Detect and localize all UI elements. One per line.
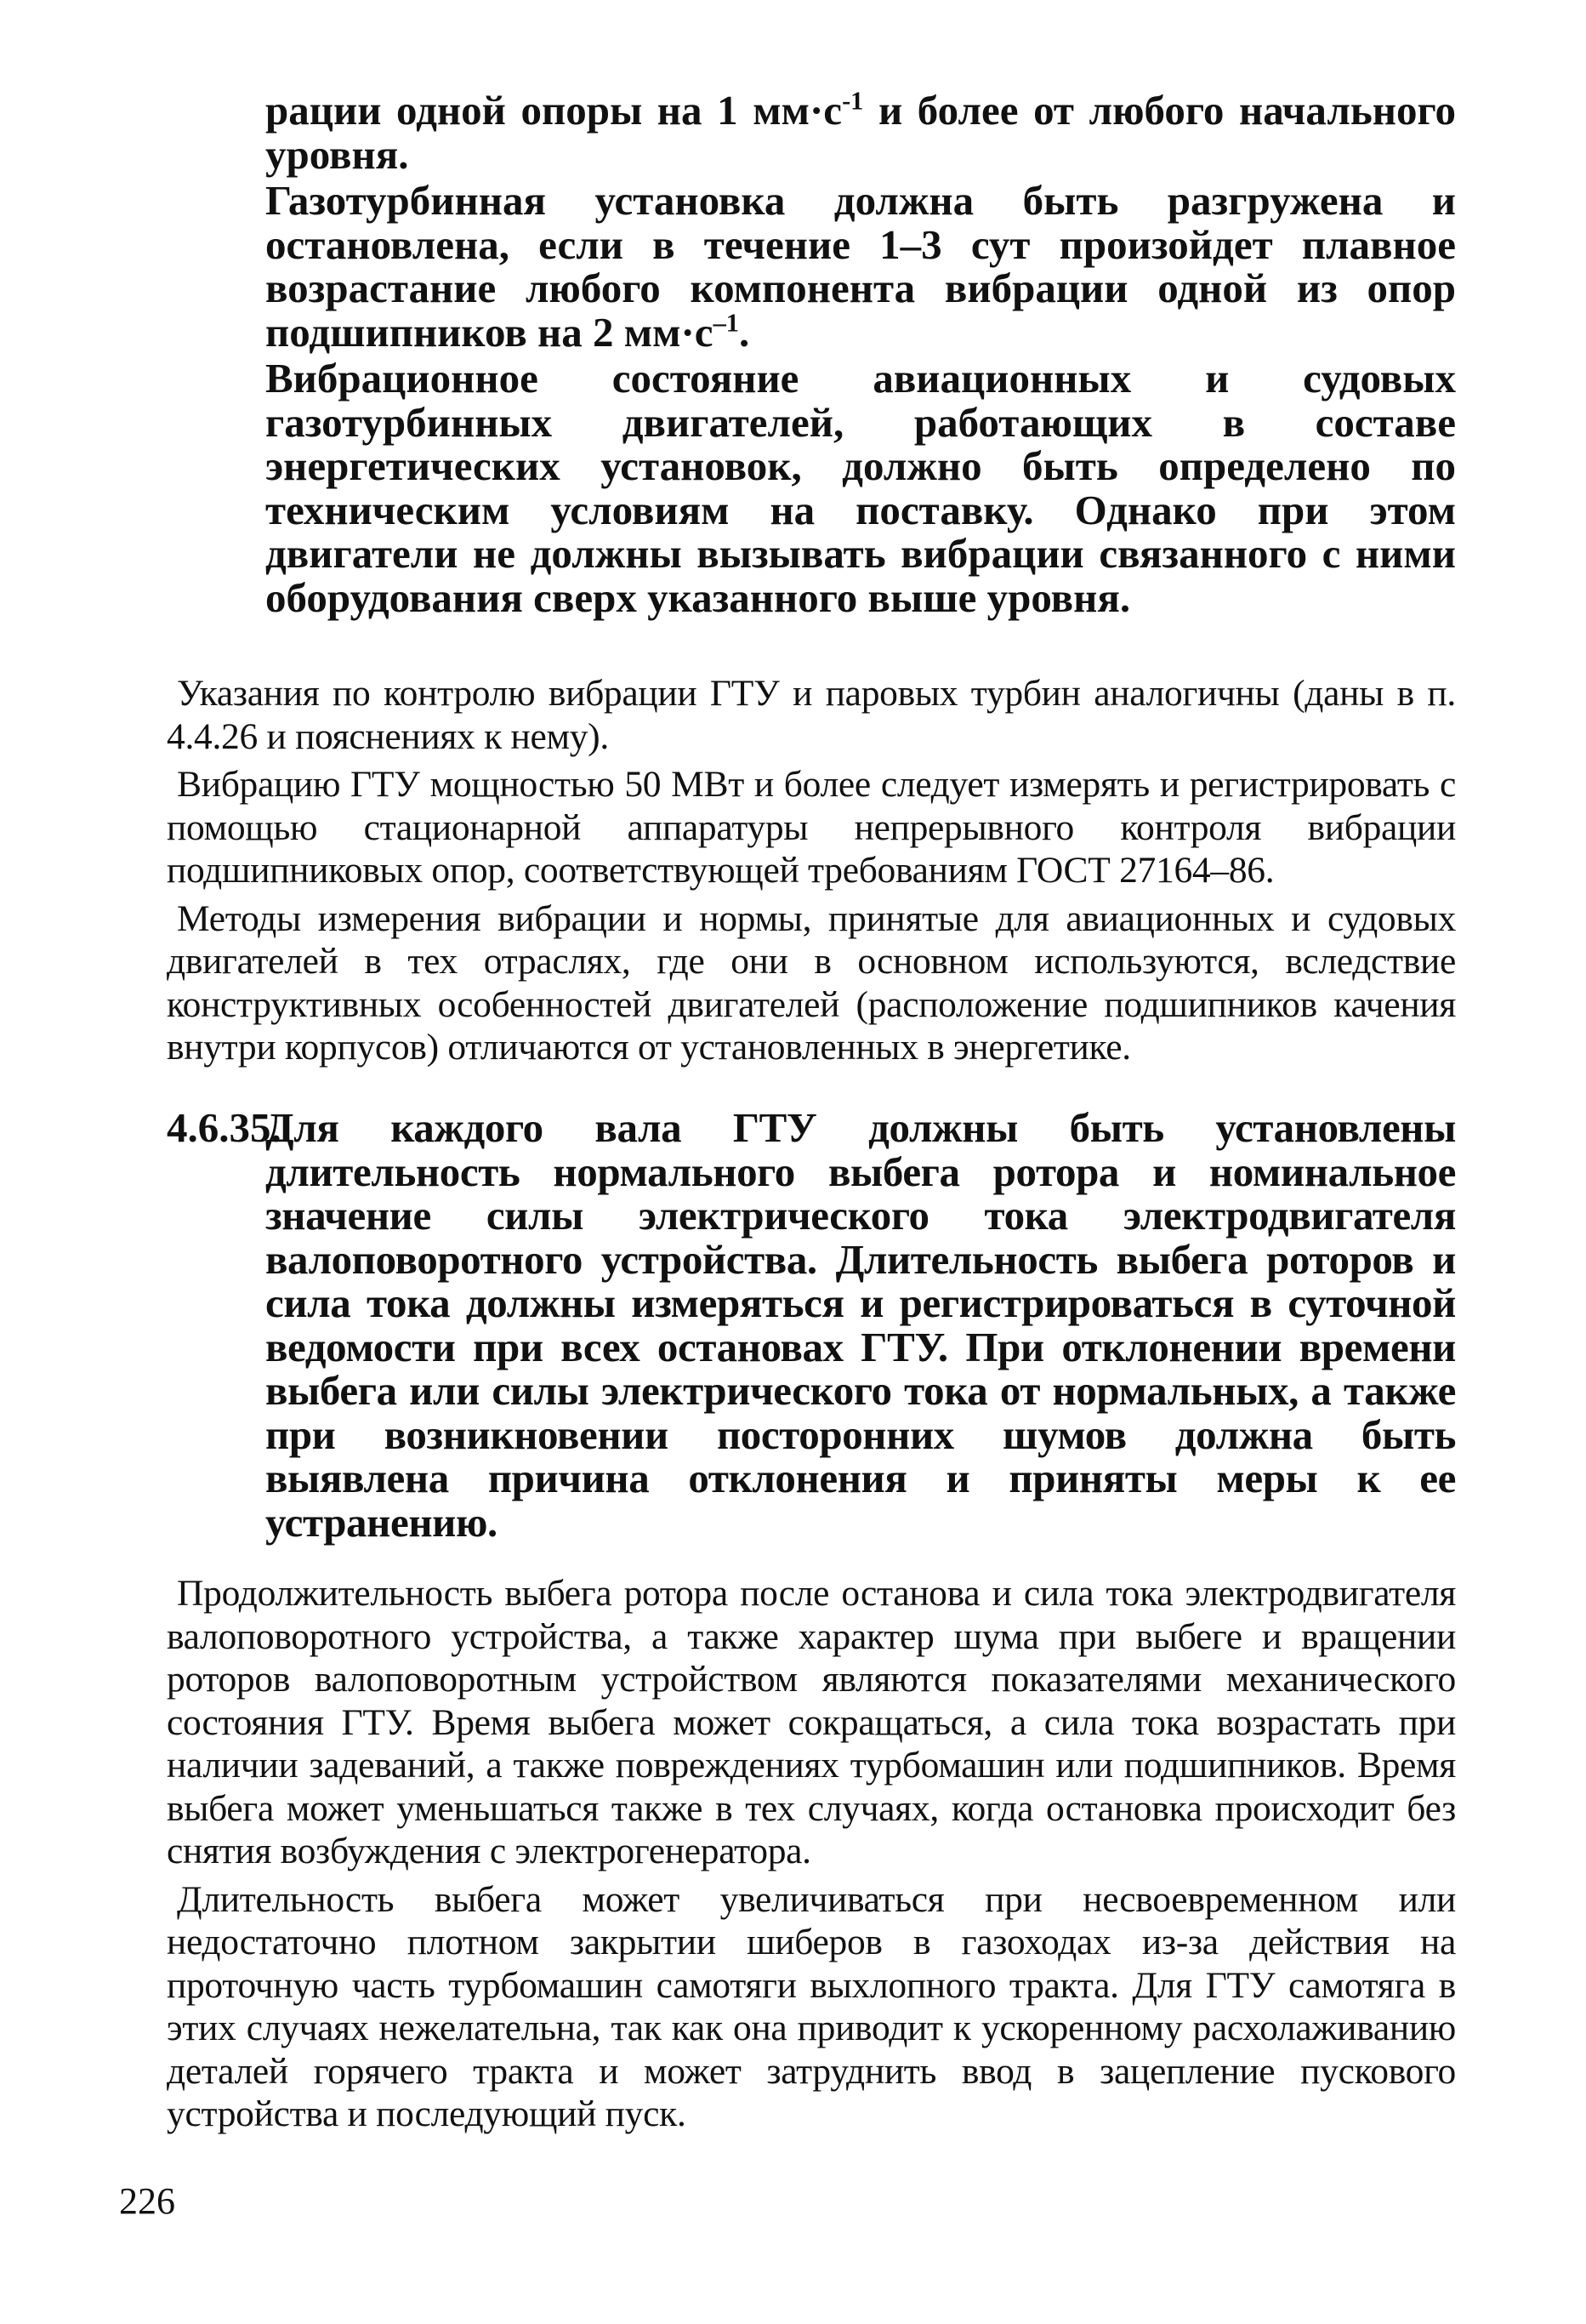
requirement-text: . (738, 308, 750, 356)
section-requirement (265, 1106, 1456, 1546)
explanatory-notes (167, 672, 1456, 1074)
continued-requirements (265, 88, 1456, 622)
section-number: 4.6.35. (167, 1104, 281, 1151)
note-paragraph: Продолжительность выбега ротора после останова и сила тока электродвигателя валоповоротного устройства, а также характер шума при выбеге и вращении роторов валоповоротным устройством являются показателями механического состояния ГТУ. Время выбега может сокращаться, а сила тока возрастать при наличии задеваний, а также повреждениях турбомашин или подшипников. Время выбега может уменьшаться также в тех случаях, когда остановка происходит без снятия возбуждения с электрогенератора. (167, 1573, 1456, 1871)
page-number: 226 (119, 2180, 175, 2222)
note-paragraph: Методы измерения вибрации и нормы, принятые для авиационных и судовых двигателей в тех отраслях, где они в основном используются, вследствие конструктивных особенностей двигателей (расположение подшипников качения внутри корпусов) отличаются от установленных в энергетике. (167, 897, 1456, 1068)
section-text: Для каждого вала ГТУ должны быть установлены длительность нормального выбега ротора и номинальное значение силы электрического тока электродвигателя валоповоротного устройства. Длительность выбега роторов и сила тока должны измеряться и регистрироваться в суточной ведомости при всех остановах ГТУ. При отклонении времени выбега или силы электрического тока от нормальных, а также при возникновении посторонних шумов должна быть выявлена причина отклонения и приняты меры к ее устранению. (265, 1104, 1456, 1546)
requirement-text: и более от любого начального уровня. (265, 87, 1456, 178)
superscript: –1 (713, 308, 739, 338)
requirement-paragraph (265, 88, 1456, 176)
superscript: -1 (842, 86, 864, 116)
note-paragraph: Вибрацию ГТУ мощностью 50 МВт и более следует измерять и регистрировать с помощью стационарной аппаратуры непрерывного контроля вибрации подшипниковых опор, соответствующей требованиям ГОСТ 27164–86. (167, 764, 1456, 891)
section-explanatory-notes (167, 1572, 1456, 2141)
requirement-paragraph: Вибрационное состояние авиационных и судовых газотурбинных двигателей, работающих в составе энергетических установок, должно быть определено по техническим условиям на поставку. Однако при этом двигатели не должны вызывать вибрации связанного с ними оборудования сверх указанного выше уровня. (265, 355, 1456, 621)
requirement-paragraph (265, 179, 1456, 354)
note-paragraph: Длительность выбега может увеличиваться при несвоевременном или недостаточно плотном закрытии шиберов в газоходах из-за действия на проточную часть турбомашин самотяги выхлопного тракта. Для ГТУ самотяга в этих случаях нежелательна, так как она приводит к ускоренному расхолаживанию деталей горячего тракта и может затруднить ввод в зацепление пускового устройства и последующий пуск. (167, 1878, 1456, 2134)
note-paragraph: Указания по контролю вибрации ГТУ и паровых турбин аналогичны (даны в п. 4.4.26 и пояснениях к нему). (167, 673, 1456, 757)
requirement-text: рации одной опоры на 1 мм·с (265, 87, 843, 134)
requirement-text: Газотурбинная установка должна быть разгружена и остановлена, если в течение 1–3 сут произойдет плавное возрастание любого компонента вибрации одной из опор подшипников на 2 мм·с (265, 177, 1456, 356)
